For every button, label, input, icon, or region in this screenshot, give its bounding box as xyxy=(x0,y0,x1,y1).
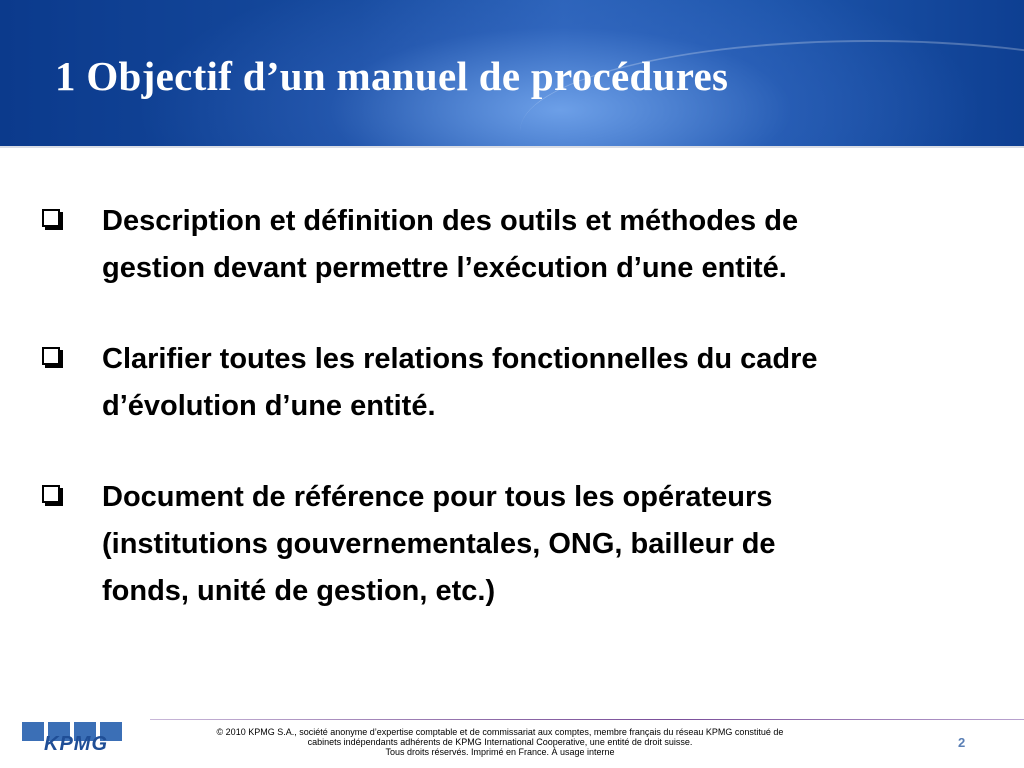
bullet-text xyxy=(102,336,998,430)
bullet-line: d’évolution d’une entité. xyxy=(102,390,436,422)
footer-legal-line: © 2010 KPMG S.A., société anonyme d’expertise comptable et de commissariat aux comptes, membre français du réseau KPMG constitué de xyxy=(216,727,784,737)
footer-legal-line: Tous droits réservés. Imprimé en France. À usage interne xyxy=(385,747,615,757)
bullet-line: (institutions gouvernementales, ONG, bailleur de xyxy=(102,528,776,560)
kpmg-logo-text: KPMG xyxy=(44,733,108,755)
logo-cell xyxy=(22,722,44,741)
checkbox-square-icon xyxy=(42,485,60,503)
bullet-item xyxy=(38,198,998,292)
bullet-list xyxy=(38,198,998,659)
checkbox-square-icon xyxy=(42,209,60,227)
bullet-item xyxy=(38,336,998,430)
bullet-text xyxy=(102,198,998,292)
bullet-line: Description et définition des outils et méthodes de xyxy=(102,205,799,237)
bullet-line: fonds, unité de gestion, etc.) xyxy=(102,575,496,607)
slide-title: 1 Objectif d’un manuel de procédures xyxy=(55,53,729,99)
slide-header xyxy=(0,0,1024,146)
bullet-item xyxy=(38,474,998,615)
bullet-line: Clarifier toutes les relations fonctionnelles du cadre xyxy=(102,343,818,375)
footer-legal xyxy=(150,727,850,757)
bullet-line: Document de référence pour tous les opérateurs xyxy=(102,481,773,513)
bullet-line: gestion devant permettre l’exécution d’une entité. xyxy=(102,252,787,284)
checkbox-square-icon xyxy=(42,347,60,365)
footer-divider xyxy=(150,719,1024,720)
footer-legal-line: cabinets indépendants adhérents de KPMG International Cooperative, une entité de droit suisse. xyxy=(307,737,693,747)
bullet-text xyxy=(102,474,998,615)
header-divider xyxy=(0,146,1024,148)
page-number: 2 xyxy=(958,735,966,750)
kpmg-logo xyxy=(22,722,122,764)
